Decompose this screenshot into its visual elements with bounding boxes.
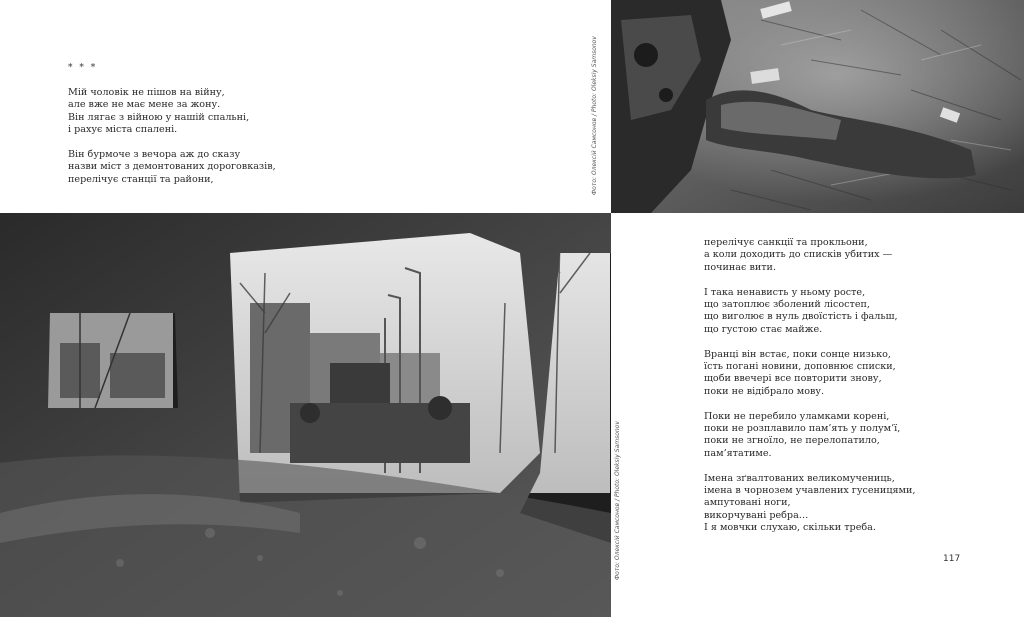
stanza [704, 411, 915, 461]
poem-line: І я мовчки слухаю, скільки треба. [704, 522, 876, 534]
poem-line: імена в чорнозем учавлених гусеницями, [704, 485, 916, 497]
poem-line: Він лягає з війною у нашій спальні, [68, 111, 250, 123]
poem-line: пам’ятатиме. [704, 447, 772, 459]
poem-line: щоби ввечері все повторити знову, [704, 373, 882, 385]
poem-line: Вранці він встає, поки сонце низько, [704, 348, 891, 360]
stanza [68, 149, 276, 186]
poem-line: і рахує міста спалені. [68, 124, 178, 136]
poem-line: перелічує санкції та прокльони, [704, 237, 868, 248]
poem-line: їсть погані новини, доповнює списки, [704, 361, 896, 373]
poem-line: поки не згноїло, не перелопатило, [704, 435, 880, 447]
poem-line: що густою стає майже. [704, 323, 823, 335]
poem-right-page [704, 237, 915, 547]
poem-line: викорчувані ребра… [704, 509, 809, 521]
poem-line: Він бурмоче з вечора аж до сказу [68, 149, 241, 161]
stanza [704, 349, 915, 399]
page-number: 117 [943, 554, 961, 564]
poem-line: перелічує станції та райони, [68, 173, 214, 185]
stanza [704, 473, 915, 535]
photo-credit-bottom: Фото: Олексій Самсонов / Photo: Oleksiy Samsonov [614, 421, 621, 580]
poem-line: ампутовані ноги, [704, 497, 791, 509]
stanza [704, 287, 915, 337]
poem-line: Поки не перебило уламками корені, [704, 410, 890, 422]
war-debris-photo [611, 0, 1024, 213]
poem-line: І така ненависть у ньому росте, [704, 286, 866, 298]
stanza [704, 237, 915, 274]
stanza [68, 87, 276, 137]
photo-credit-top: Фото: Олексій Самсонов / Photo: Oleksiy Samsonov [591, 36, 598, 195]
poem-line: а коли доходить до списків убитих — [704, 249, 893, 261]
burned-car-window-photo-art [0, 213, 611, 617]
poem-line: назви міст з демонтованих дороговказів, [68, 161, 276, 173]
poem-left-page [68, 87, 276, 199]
war-debris-photo-art [611, 0, 1024, 213]
poem-line: Імена зґвалтованих великомучениць, [704, 472, 895, 484]
poem-line: що затоплює зболений лісостеп, [704, 299, 870, 311]
section-asterisks: * * * [68, 63, 98, 73]
poem-line: Мій чоловік не пішов на війну, [68, 87, 225, 98]
poem-line: поки не розплавило пам’ять у полум’ї, [704, 423, 901, 435]
burned-car-window-photo [0, 213, 611, 617]
poem-line: що виголює в нуль двоїстість і фальш, [704, 311, 898, 323]
poem-line: поки не відібрало мову. [704, 385, 825, 397]
poem-line: але вже не має мене за жону. [68, 99, 221, 111]
poem-line: починає вити. [704, 261, 776, 273]
